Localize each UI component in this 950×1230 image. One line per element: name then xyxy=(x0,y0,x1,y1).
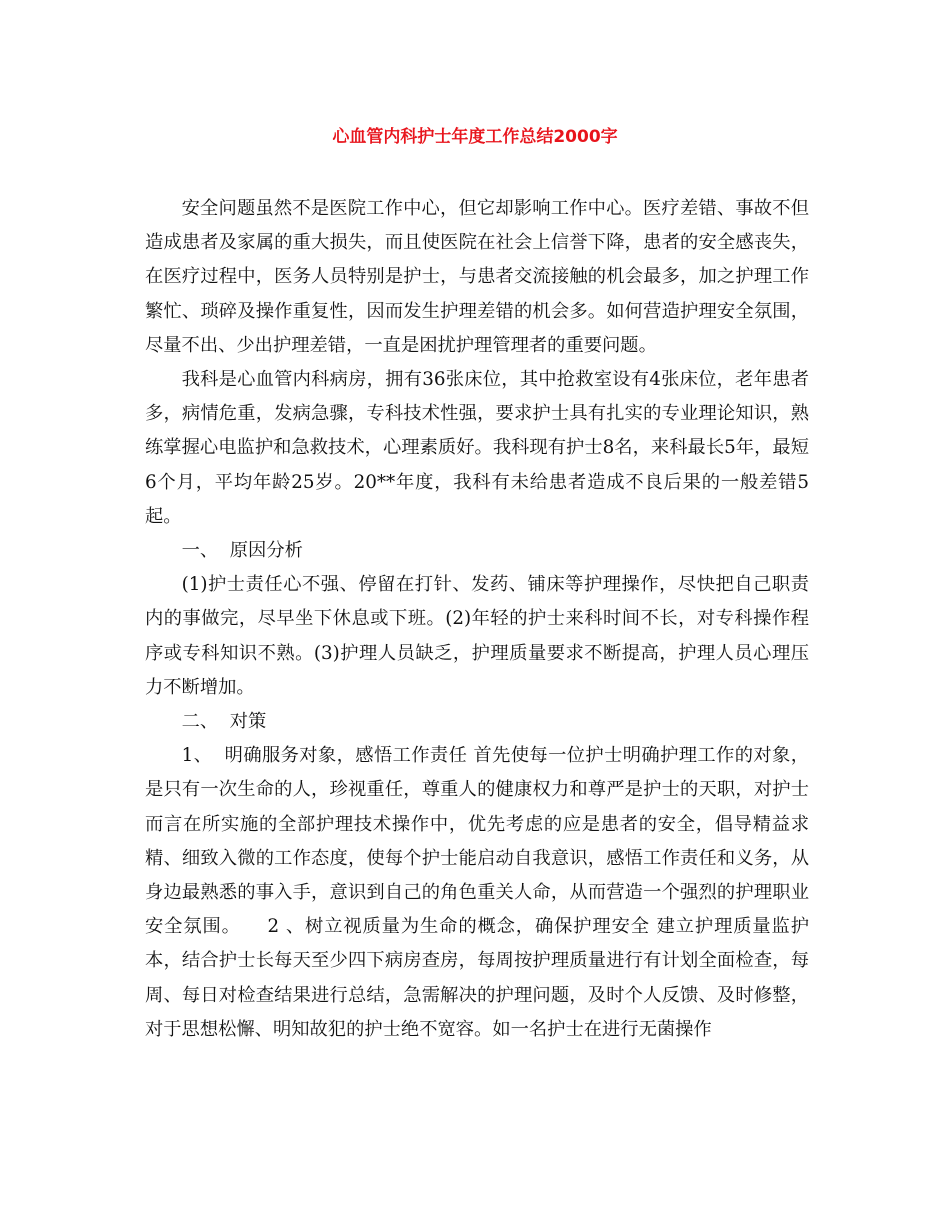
section-heading-countermeasures: 二、 对策 xyxy=(181,711,267,733)
paragraph-causes: (1)护士责任心不强、停留在打针、发药、铺床等护理操作，尽快把自己职责内的事做完，尽早坐下休息或下班。(2)年轻的护士来科时间不长，对专科操作程序或专科知识不熟。(3)护理人员缺乏，护理质量要求不断提高，护理人员心理压力不断增加。 xyxy=(145,574,809,698)
document-title: 心血管内科护士年度工作总结2000字 xyxy=(332,127,618,147)
paragraph-countermeasures: 1、 明确服务对象，感悟工作责任 首先使每一位护士明确护理工作的对象，是只有一次生命的人，珍视重任，尊重人的健康权力和尊严是护士的天职，对护士而言在所实施的全部护理技术操作中，优先考虑的应是患者的安全，倡导精益求精、细致入微的工作态度，使每个护士能启动自我意识，感悟工作责任和义务，从身边最熟悉的事入手，意识到自己的角色重关人命，从而营造一个强烈的护理职业安全氛围。 2 、树立视质量为生命的概念，确保护理安全 建立护理质量监护本，结合护士长每天至少四下病房查房，每周按护理质量进行有计划全面检查，每周、每日对检查结果进行总结，急需解决的护理问题，及时个人反馈、及时修整，对于思想松懈、明知故犯的护士绝不宽容。如一名护士在进行无菌操作 xyxy=(145,745,809,1040)
section-heading-cause-analysis: 一、 原因分析 xyxy=(181,540,303,562)
paragraph-intro: 安全问题虽然不是医院工作中心，但它却影响工作中心。医疗差错、事故不但造成患者及家属的重大损失，而且使医院在社会上信誉下降，患者的安全感丧失，在医疗过程中，医务人员特别是护士，与患者交流接触的机会最多，加之护理工作繁忙、琐碎及操作重复性，因而发生护理差错的机会多。如何营造护理安全氛围，尽量不出、少出护理差错，一直是困扰护理管理者的重要问题。 xyxy=(145,198,809,356)
document-body xyxy=(145,192,809,1047)
paragraph-department-overview: 我科是心血管内科病房，拥有36张床位，其中抢救室设有4张床位，老年患者多，病情危重，发病急骤，专科技术性强，要求护士具有扎实的专业理论知识，熟练掌握心电监护和急救技术，心理素质好。我科现有护士8名，来科最长5年，最短6个月，平均年龄25岁。20**年度，我科有未给患者造成不良后果的一般差错5起。 xyxy=(145,369,809,527)
